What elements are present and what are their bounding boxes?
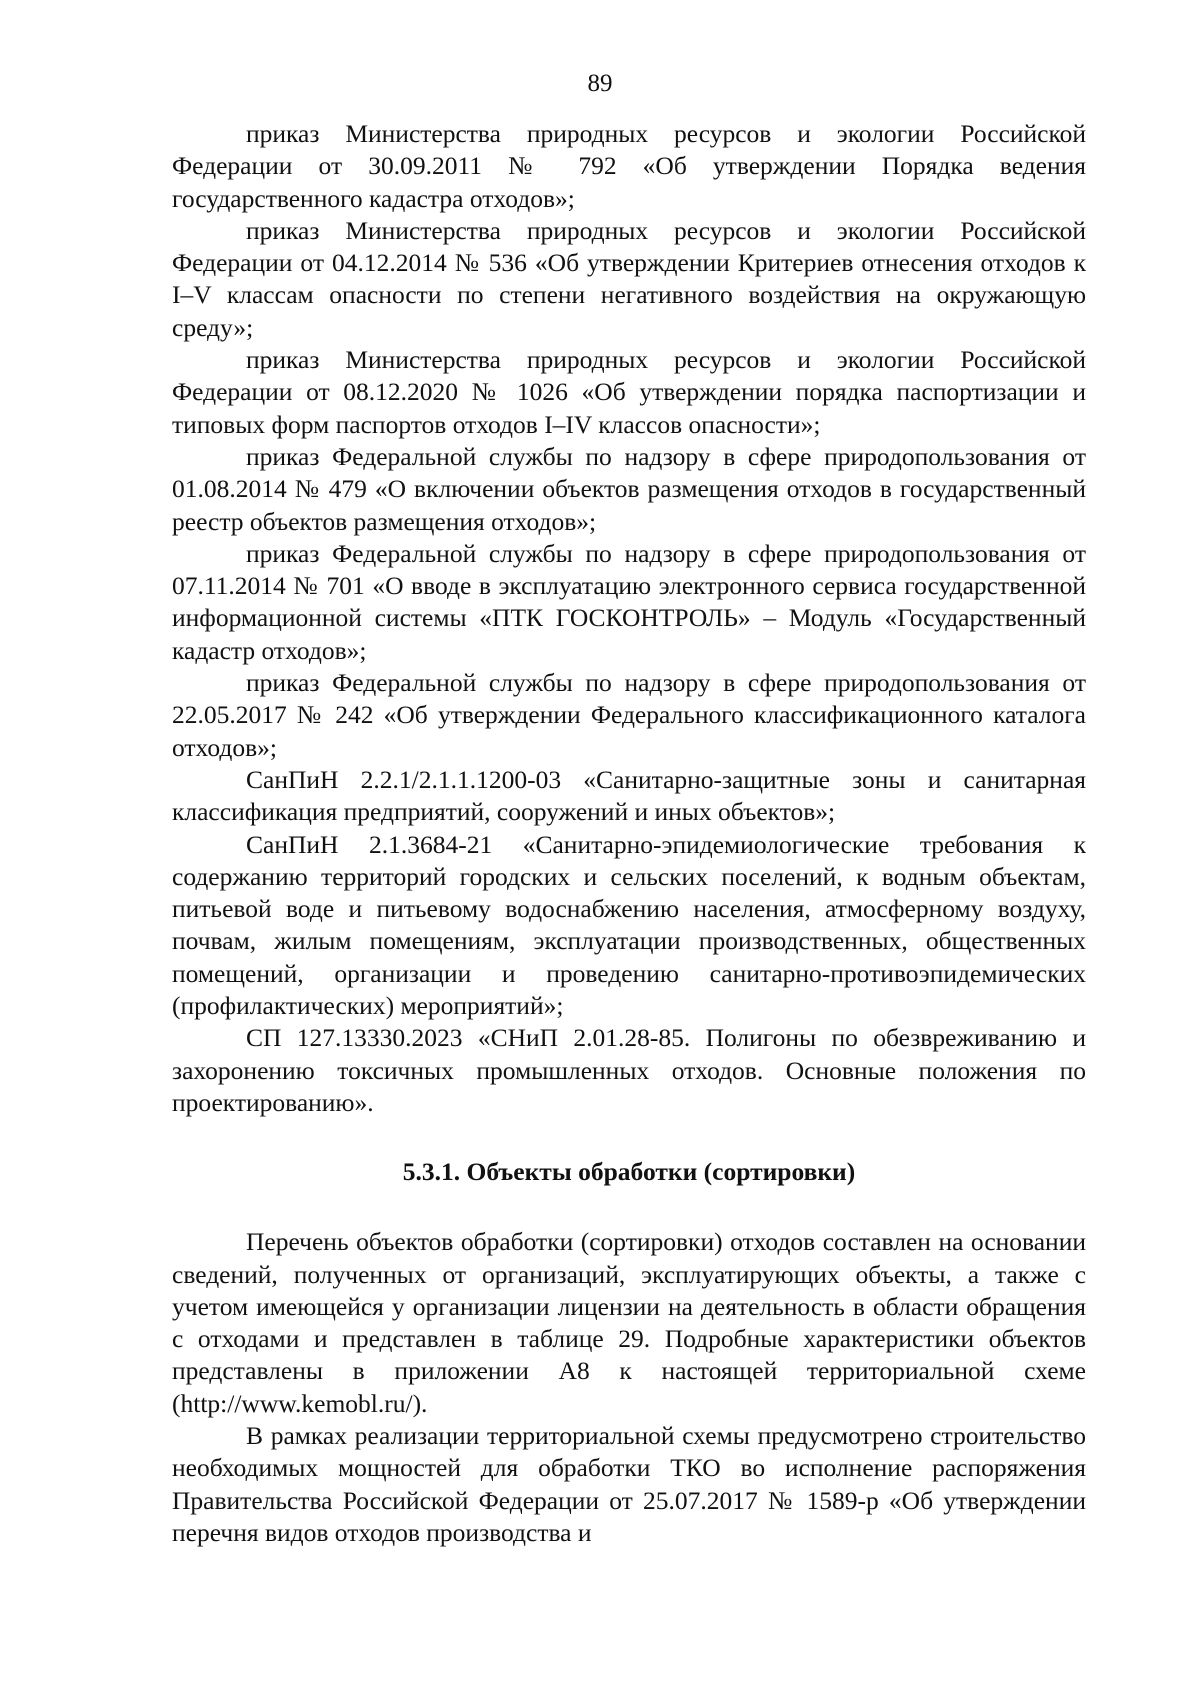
paragraph: Перечень объектов обработки (сортировки) отходов составлен на основании сведений, полученных от организаций, эксплуатирующих объекты, а также с учетом имеющейся у организации лицензии на деятельность в области обращения с отходами и представлен в таблице 29. Подробные характеристики объектов представлены в приложении А8 к настоящей территориальной схеме (http://www.kemobl.ru/).: [172, 1227, 1086, 1418]
paragraph: приказ Министерства природных ресурсов и экологии Российской Федерации от 30.09.2011 № 792 «Об утверждении Порядка ведения государственного кадастра отходов»;: [172, 119, 1086, 213]
paragraph: приказ Федеральной службы по надзору в сфере природопользования от 01.08.2014 № 479 «О включении объектов размещения отходов в государственный реестр объектов размещения отходов»;: [172, 441, 1086, 536]
paragraph: приказ Федеральной службы по надзору в сфере природопользования от 07.11.2014 № 701 «О вводе в эксплуатацию электронного сервиса государственной информационной системы «ПТК ГОСКОНТРОЛЬ» – Модуль «Государственный кадастр отходов»;: [172, 538, 1086, 665]
document-body: [172, 118, 1086, 1549]
paragraph: СП 127.13330.2023 «СНиП 2.01.28-85. Полигоны по обезвреживанию и захоронению токсичных промышленных отходов. Основные положения по проектированию».: [172, 1023, 1086, 1117]
paragraph: приказ Федеральной службы по надзору в сфере природопользования от 22.05.2017 № 242 «Об утверждении Федерального классификационного каталога отходов»;: [172, 668, 1086, 762]
paragraph: СанПиН 2.2.1/2.1.1.1200-03 «Санитарно-защитные зоны и санитарная классификация предприятий, сооружений и иных объектов»;: [172, 764, 1086, 827]
paragraph: приказ Министерства природных ресурсов и экологии Российской Федерации от 08.12.2020 № 1026 «Об утверждении порядка паспортизации и типовых форм паспортов отходов I–IV классов опасности»;: [172, 345, 1086, 439]
page-number: 89: [587, 70, 613, 97]
section-heading: 5.3.1. Объекты обработки (сортировки): [402, 1157, 856, 1187]
paragraph: приказ Министерства природных ресурсов и экологии Российской Федерации от 04.12.2014 № 536 «Об утверждении Критериев отнесения отходов к I–V классам опасности по степени негативного воздействия на окружающую среду»;: [172, 215, 1086, 342]
paragraph: В рамках реализации территориальной схемы предусмотрено строительство необходимых мощностей для обработки ТКО во исполнение распоряжения Правительства Российской Федерации от 25.07.2017 № 1589-р «Об утверждении перечня видов отходов производства и: [172, 1420, 1086, 1547]
paragraph: СанПиН 2.1.3684-21 «Санитарно-эпидемиологические требования к содержанию территорий городских и сельских поселений, к водным объектам, питьевой воде и питьевому водоснабжению населения, атмосферному воздуху, почвам, жилым помещениям, эксплуатации производственных, общественных помещений, организации и проведению санитарно-противоэпидемических (профилактических) мероприятий»;: [172, 829, 1086, 1021]
